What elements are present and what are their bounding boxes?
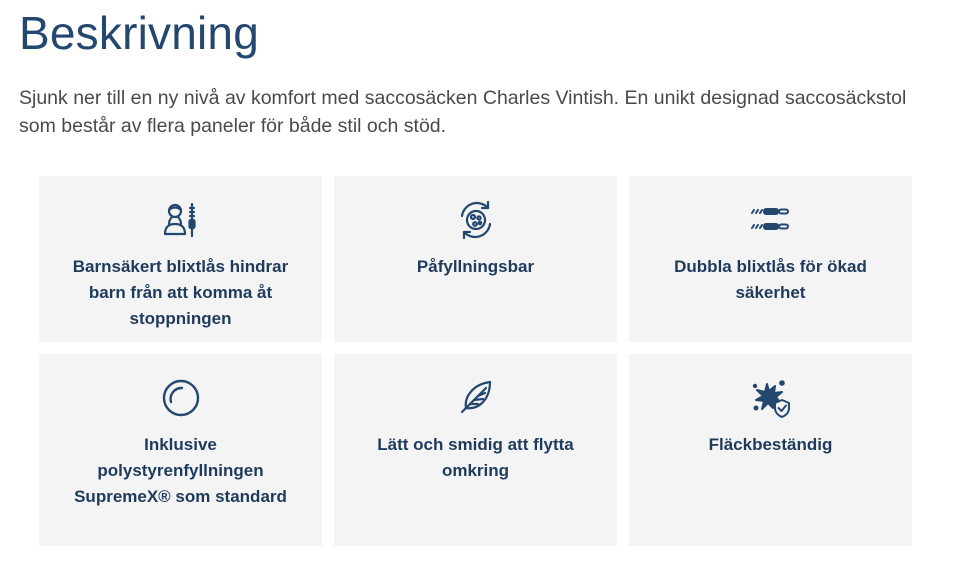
feature-card-stain-resistant <box>629 354 912 546</box>
child-zipper-icon <box>159 198 203 242</box>
section-title: Beskrivning <box>19 7 259 59</box>
refill-icon <box>454 198 498 242</box>
stain-shield-icon <box>749 376 793 420</box>
feather-icon <box>454 376 498 420</box>
feature-card-double-zipper <box>629 176 912 342</box>
double-zipper-icon <box>749 198 793 242</box>
feature-card-lightweight <box>334 354 617 546</box>
feature-label: Barnsäkert blixtlås hindrar barn från att komma åt stoppningen <box>72 257 289 328</box>
feature-label: Påfyllningsbar <box>416 257 535 276</box>
product-description: Sjunk ner till en ny nivå av komfort med saccosäcken Charles Vintish. En unikt designad saccosäckstol som består av flera paneler för både stil och stöd. <box>19 87 907 137</box>
bead-circle-icon <box>159 376 203 420</box>
feature-card-refillable <box>334 176 617 342</box>
feature-card-supremex <box>39 354 322 546</box>
feature-label: Lätt och smidig att flytta omkring <box>377 435 574 480</box>
feature-card-child-safe-zipper <box>39 176 322 342</box>
feature-grid <box>39 176 912 546</box>
feature-label: Inklusive polystyrenfyllningen SupremeX® som standard <box>74 435 287 506</box>
feature-label: Dubbla blixtlås för ökad säkerhet <box>674 257 867 302</box>
feature-label: Fläckbeständig <box>708 435 833 454</box>
